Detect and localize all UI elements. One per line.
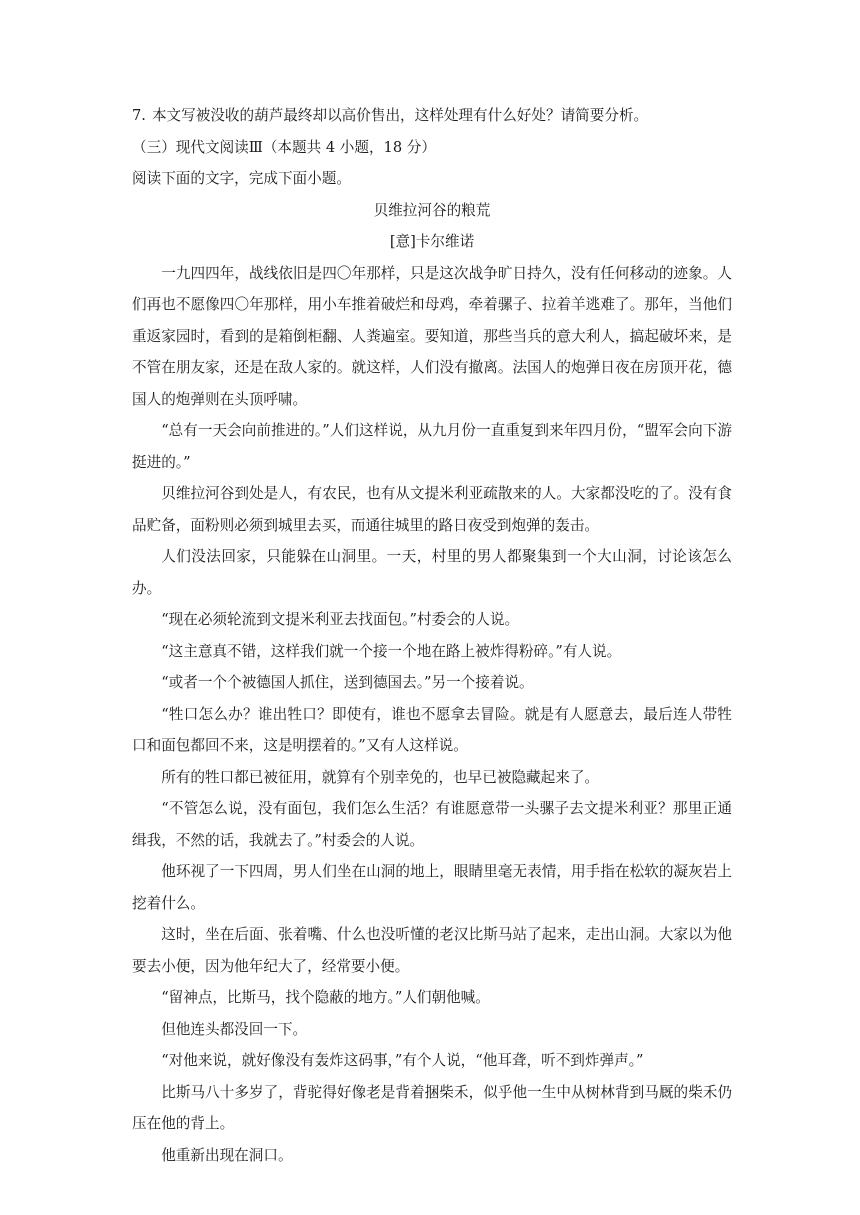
- article-paragraph: 他环视了一下四周，男人们坐在山洞的地上，眼睛里毫无表情，用手指在松软的凝灰岩上挖着什么。: [132, 863, 732, 912]
- article-paragraph: 比斯马八十多岁了，背驼得好像老是背着捆柴禾，似乎他一生中从树林背到马厩的柴禾仍压在他的背上。: [132, 1083, 732, 1132]
- article-paragraph: 这时，坐在后面、张着嘴、什么也没听懂的老汉比斯马站了起来，走出山洞。大家以为他要去小便，因为他年纪大了，经常要小便。: [132, 926, 732, 975]
- article-author: [意]卡尔维诺: [389, 233, 475, 250]
- article-paragraph: “不管怎么说，没有面包，我们怎么生活？有谁愿意带一头骡子去文提米利亚？那里正通缉我，不然的话，我就去了。”村委会的人说。: [132, 800, 732, 849]
- article-paragraph: “留神点，比斯马，找个隐蔽的地方。”人们朝他喊。: [161, 989, 490, 1006]
- article-paragraph: 人们没法回家，只能躲在山洞里。一天，村里的男人都聚集到一个大山洞，讨论该怎么办。: [132, 548, 732, 597]
- article-paragraph: 贝维拉河谷到处是人，有农民，也有从文提米利亚疏散来的人。大家都没吃的了。没有食品贮备，面粉则必须到城里去买，而通往城里的路日夜受到炮弹的轰击。: [132, 485, 732, 534]
- article-paragraph: 但他连头都没回一下。: [161, 1020, 308, 1038]
- article-paragraph: “对他来说，就好像没有轰炸这码事，”有个人说，“他耳聋，听不到炸弹声。”: [161, 1052, 644, 1069]
- article-paragraph: 一九四四年，战线依旧是四〇年那样，只是这次战争旷日持久，没有任何移动的迹象。人们再也不愿像四〇年那样，用小车推着破烂和母鸡，牵着骡子、拉着羊逃难了。那年，当他们重返家园时，看到的是箱倒柜翻、人粪遍室。要知道，那些当兵的意大利人，搞起破坏来，是不管在朋友家，还是在敌人家的。就这样，人们没有撤离。法国人的炮弹日夜在房顶开花，德国人的炮弹则在头顶呼啸。: [132, 264, 732, 408]
- article-title: 贝维拉河谷的粮荒: [373, 201, 491, 219]
- section-title: （三）现代文阅读Ⅲ（本题共 4 小题，18 分）: [132, 138, 436, 156]
- question-7-number: 7.: [132, 107, 146, 124]
- article-paragraph: “现在必须轮流到文提米利亚去找面包。”村委会的人说。: [161, 611, 520, 628]
- article-paragraph: “或者一个个被德国人抓住，送到德国去。”另一个接着说。: [161, 674, 534, 691]
- question-7: [132, 100, 732, 132]
- reading-instruction: 阅读下面的文字，完成下面小题。: [132, 170, 351, 187]
- question-7-text: 本文写被没收的葫芦最终却以高价售出，这样处理有什么好处？请简要分析。: [151, 107, 649, 124]
- article-paragraph: 他重新出现在洞口。: [161, 1146, 293, 1164]
- document-body: [132, 100, 732, 1171]
- article-paragraph: 所有的牲口都已被征用，就算有个别幸免的，也早已被隐藏起来了。: [161, 768, 600, 786]
- article-paragraph: “总有一天会向前推进的。”人们这样说，从九月份一直重复到来年四月份，“盟军会向下游挺进的。”: [132, 422, 732, 471]
- article-paragraph: “牲口怎么办？谁出牲口？即使有，谁也不愿拿去冒险。就是有人愿意去，最后连人带牲口和面包都回不来，这是明摆着的。”又有人这样说。: [132, 705, 732, 754]
- article-paragraph: “这主意真不错，这样我们就一个接一个地在路上被炸得粉碎。”有人说。: [161, 642, 622, 660]
